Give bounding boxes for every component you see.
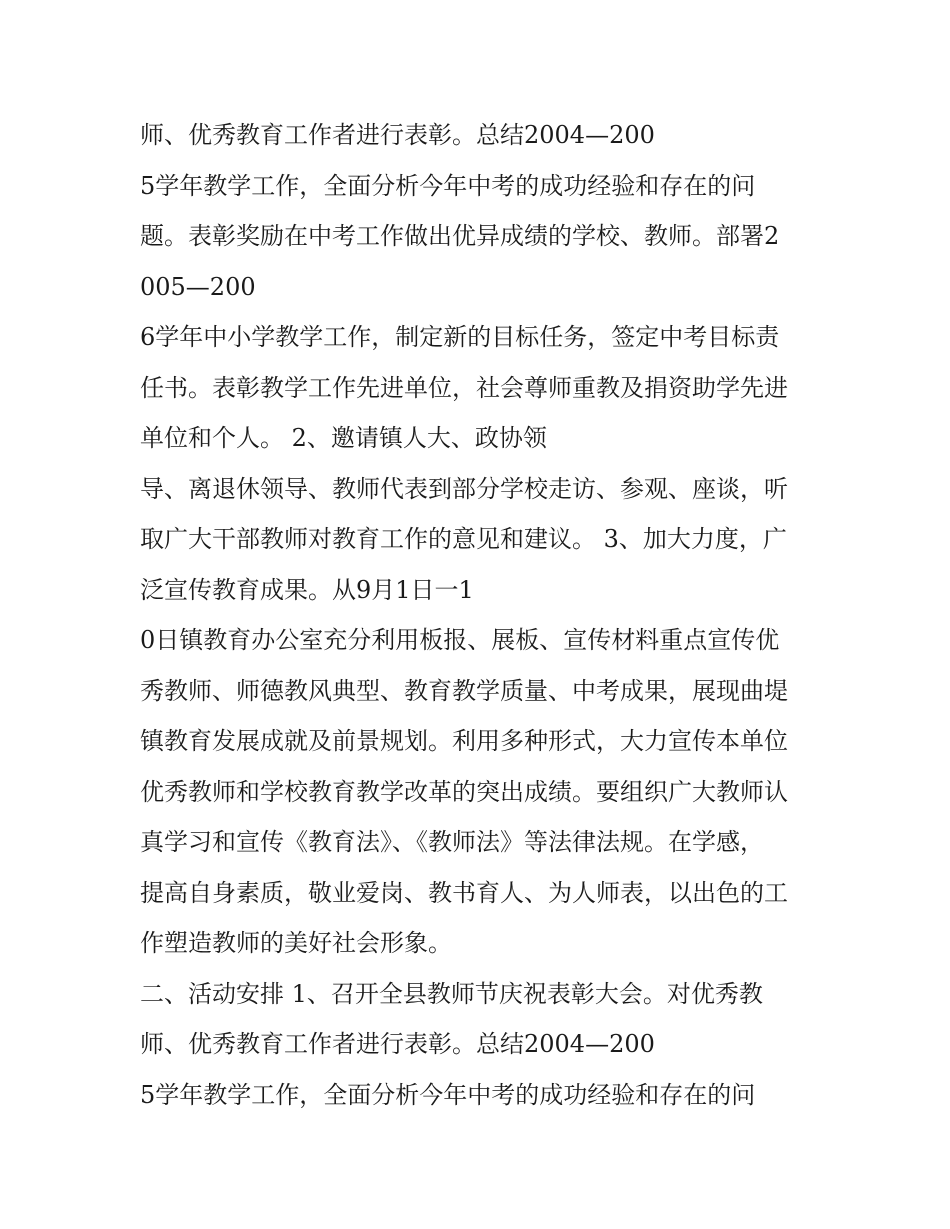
text-line: 师、优秀教育工作者进行表彰。总结2004—200 (140, 121, 655, 149)
document-body (140, 110, 820, 1120)
text-line: 秀教师、师德教风典型、教育教学质量、中考成果，展现曲堤 (140, 676, 788, 705)
text-line: 5学年教学工作，全面分析今年中考的成功经验和存在的问 (140, 1080, 756, 1109)
text-line: 提高自身素质，敬业爱岗、教书育人、为人师表，以出色的工 (140, 878, 788, 907)
text-line: 作塑造教师的美好社会形象。 (140, 929, 452, 957)
text-line: 取广大干部教师对教育工作的意见和建议。 3、加大力度，广 (140, 525, 787, 553)
text-line: 任书。表彰教学工作先进单位，社会尊师重教及捐资助学先进 (140, 373, 788, 402)
text-line: 真学习和宣传《教育法》、《教师法》等法律法规。在学感， (140, 828, 764, 856)
text-line: 镇教育发展成就及前景规划。利用多种形式，大力宣传本单位 (140, 727, 788, 755)
text-line: 题。表彰奖励在中考工作做出优异成绩的学校、教师。部署2 (140, 222, 780, 250)
text-line: 二、活动安排 1、召开全县教师节庆祝表彰大会。对优秀教 (140, 979, 763, 1008)
text-line: 优秀教师和学校教育教学改革的突出成绩。要组织广大教师认 (140, 777, 788, 806)
text-line: 师、优秀教育工作者进行表彰。总结2004—200 (140, 1030, 655, 1058)
text-line: 005—200 (140, 272, 256, 301)
text-line: 0日镇教育办公室充分利用板报、展板、宣传材料重点宣传优 (140, 626, 780, 654)
text-line: 泛宣传教育成果。从9月1日一1 (140, 575, 474, 604)
text-line: 5学年教学工作，全面分析今年中考的成功经验和存在的问 (140, 171, 756, 200)
text-line: 6学年中小学教学工作，制定新的目标任务，签定中考目标责 (140, 323, 780, 351)
text-line: 导、离退休领导、教师代表到部分学校走访、参观、座谈，听 (140, 474, 788, 503)
text-line: 单位和个人。 2、邀请镇人大、政协领 (140, 424, 547, 452)
